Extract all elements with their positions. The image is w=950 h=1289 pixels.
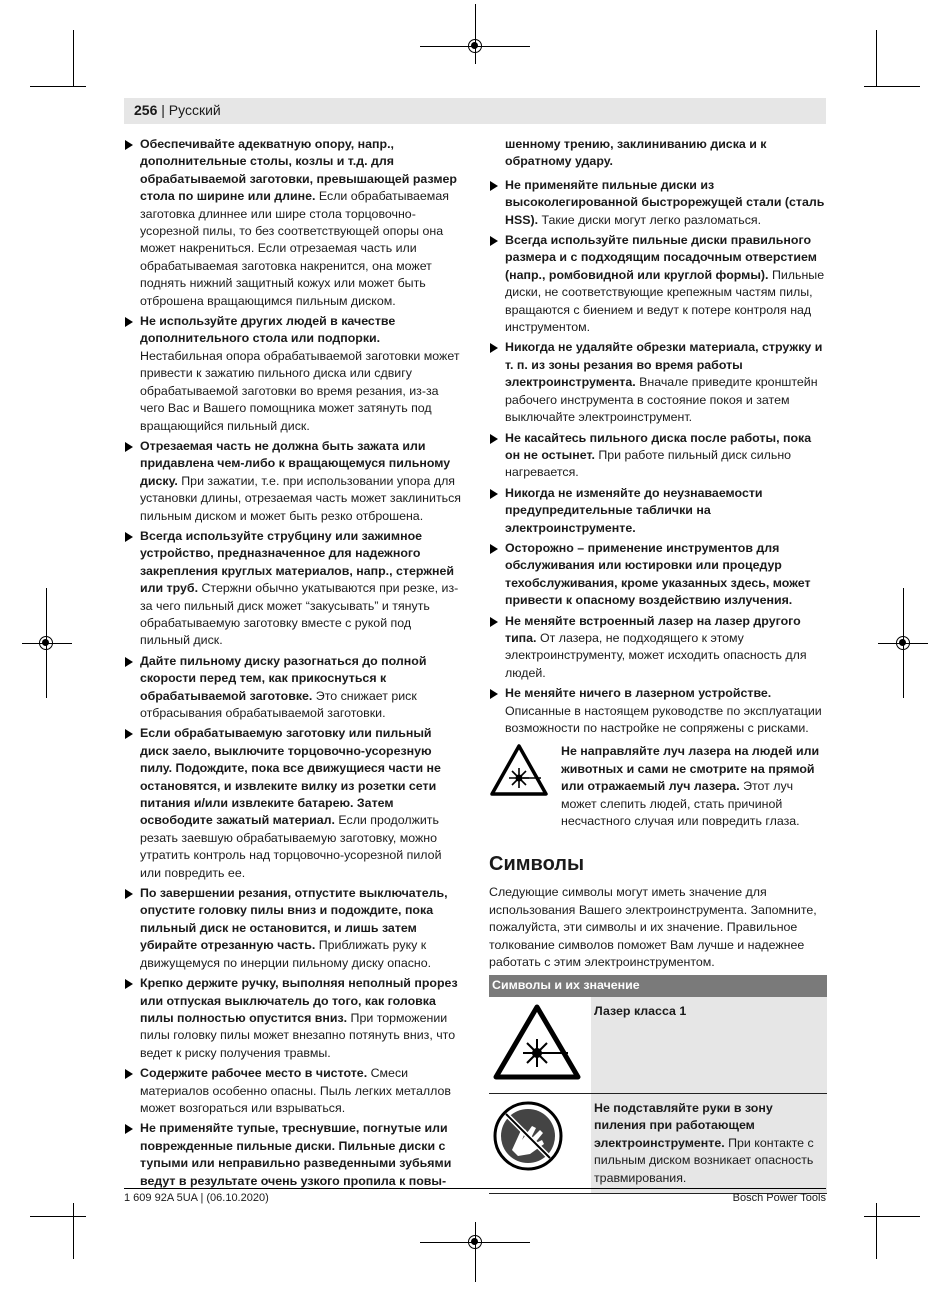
footer-doc-id: 1 609 92A 5UA | (06.10.2020): [124, 1192, 269, 1204]
footer-brand: Bosch Power Tools: [732, 1192, 826, 1204]
safety-item-continuation: шенному трению, заклиниванию диска и к обратному удару.: [505, 137, 767, 169]
registration-mark-icon: [39, 636, 53, 650]
laser-warning-block: Не направляйте луч лазера на людей или животных и сами не смотрите на прямой или отражаемый луч лазера. Этот луч может слепить людей, стать причиной несчастного случая или повредить глаза.: [489, 743, 827, 830]
safety-item: Всегда используйте пильные диски правильного размера и с подходящим посадочным отверстием (напр., ромбовидной или круглой формы). Пильные диски, не соответствующие крепежным частям пилы, вращаются с биением и ведут к потере контроля над инструментом.: [489, 232, 827, 336]
no-hands-icon: [492, 1100, 564, 1172]
symbols-intro: Следующие символы могут иметь значение для использования Вашего электроинструмента. Запомните, пожалуйста, эти символы и их значение. Правильное толкование символов поможет Вам лучше и надежнее работать с этим электроинструментом.: [489, 885, 817, 970]
safety-item: Никогда не изменяйте до неузнаваемости предупредительные таблички на электроинструменте.: [489, 485, 827, 537]
footer-divider: [124, 1188, 826, 1189]
page-header: 256 | Русский: [124, 98, 826, 124]
safety-item: Крепко держите ручку, выполняя неполный прорез или отпуская выключатель до того, как головка пилы полностью опустится вниз. При торможении пилы головку пилы может внезапно потянуть вниз, что ведет к риску получения травмы.: [124, 975, 462, 1062]
safety-item: По завершении резания, отпустите выключатель, опустите головку пилы вниз и подождите, пока пильный диск не остановится, и лишь затем убирайте отрезанную часть. Приближать руку к движущемуся по инерции пильному диску опасно.: [124, 885, 462, 972]
crop-mark: [73, 30, 74, 86]
safety-item: Не меняйте встроенный лазер на лазер другого типа. От лазера, не подходящего к этому электроинструменту, может исходить опасность для людей.: [489, 613, 827, 683]
safety-item: Не применяйте тупые, треснувшие, погнутые или поврежденные пильные диски. Пильные диски с тупыми или неправильно разведенными зубьями ведут в результате очень узкого пропила к повы-: [124, 1120, 462, 1190]
crop-mark: [30, 1216, 86, 1217]
safety-item: Никогда не удаляйте обрезки материала, стружку и т. п. из зоны резания во время работы электроинструмента. Вначале приведите кронштейн рабочего инструмента в состояние покоя и затем выключайте электроинструмент.: [489, 339, 827, 426]
crop-mark: [876, 30, 877, 86]
crop-mark: [864, 1216, 920, 1217]
page-language: Русский: [168, 102, 221, 118]
crop-mark: [30, 86, 86, 87]
safety-item: Дайте пильному диску разогнаться до полной скорости перед тем, как прикоснуться к обрабатываемой заготовке. Это снижает риск отбрасывания обрабатываемой заготовки.: [124, 653, 462, 723]
safety-item: Всегда используйте струбцину или зажимное устройство, предназначенное для надежного закрепления круглых материалов, напр., стержней или труб. Стержни обычно укатываются при резке, из-за чего пильный диск может “закусывать” и тянуть обрабатываемую заготовку вместе с рукой под пильный диск.: [124, 528, 462, 650]
safety-item: Не используйте других людей в качестве дополнительного стола или подпорки. Нестабильная опора обрабатываемой заготовки может привести к зажатию пильного диска или сдвигу обрабатываемой заготовки во время резания, из-за чего Вас и Вашего помощника может затянуть под вращающийся пильный диск.: [124, 313, 462, 435]
table-row: Лазер класса 1: [489, 997, 827, 1094]
safety-item: Обеспечивайте адекватную опору, напр., дополнительные столы, козлы и т.д. для обрабатываемой заготовки, превышающей размер стола по ширине или длине. Если обрабатываемая заготовка длиннее или шире стола торцовочно-усорезной пилы, то без соответствующей опоры она может накрениться. Если отрезаемая часть или обрабатываемая заготовка накренится, она может поднять нижний защитный кожух или может быть отброшена вращающимся пильным диском.: [124, 136, 462, 310]
laser-warning-icon: [492, 1003, 582, 1081]
safety-item: Не касайтесь пильного диска после работы, пока он не остынет. При работе пильный диск сильно нагревается.: [489, 430, 827, 482]
symbols-table: [489, 975, 827, 1193]
safety-item: Содержите рабочее место в чистоте. Смеси материалов особенно опасны. Пыль легких металлов может возгораться или взрываться.: [124, 1065, 462, 1117]
safety-item: Не меняйте ничего в лазерном устройстве. Описанные в настоящем руководстве по эксплуатации возможности по настройке не сопряжены с рисками.: [489, 685, 827, 737]
registration-mark-icon: [896, 636, 910, 650]
crop-mark: [73, 1203, 74, 1259]
table-row: Не подставляйте руки в зону пиления при работающем электроинструменте. При контакте с пильным диском возникает опасность травмирования.: [489, 1093, 827, 1193]
safety-item: Не применяйте пильные диски из высоколегированной быстрорежущей стали (сталь HSS). Такие диски могут легко разломаться.: [489, 177, 827, 229]
crop-mark: [876, 1203, 877, 1259]
laser-warning-icon: [489, 743, 549, 797]
registration-mark-icon: [468, 1235, 482, 1249]
right-column: [489, 136, 827, 1194]
symbols-table-header: Символы и их значение: [489, 975, 827, 996]
registration-mark-icon: [468, 39, 482, 53]
safety-item: Осторожно – применение инструментов для обслуживания или юстировки или процедур техобслуживания, кроме указанных здесь, может привести к опасному воздействию излучения.: [489, 540, 827, 610]
page-number: 256: [134, 102, 158, 118]
symbols-heading: Символы: [489, 853, 585, 876]
safety-item: Если обрабатываемую заготовку или пильный диск заело, выключите торцовочно-усорезную пилу. Подождите, пока все движущиеся части не остановятся, и извлеките вилку из розетки сети питания и/или извлеките батарею. Затем освободите зажатый материал. Если продолжить резать заевшую обрабатываемую заготовку, можно утратить контроль над торцовочно-усорезной пилой или повредить ее.: [124, 725, 462, 882]
crop-mark: [864, 86, 920, 87]
crop-mark: [475, 4, 476, 64]
safety-item: Отрезаемая часть не должна быть зажата или придавлена чем-либо к вращающемуся пильному диску. При зажатии, т.е. при использовании упора для установки длины, отрезаемая часть может заклиниться пильным диском и может быть резко отброшена.: [124, 438, 462, 525]
left-column: [124, 136, 462, 1193]
crop-mark: [475, 1222, 476, 1282]
